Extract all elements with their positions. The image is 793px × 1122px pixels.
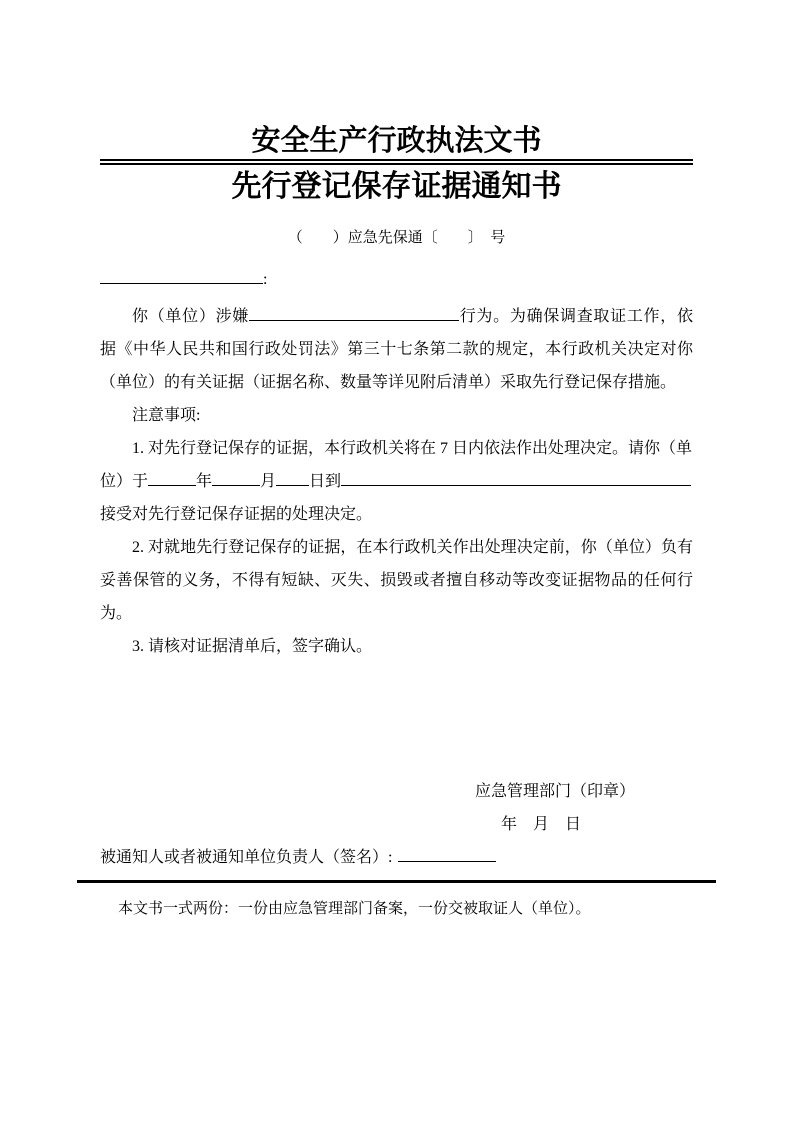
item1-line2-prefix: 位）于 (100, 473, 149, 490)
signature-label: 被通知人或者被通知单位负责人（签名）: (100, 849, 393, 866)
notes-heading: 注意事项: (132, 407, 201, 424)
note-item-1-line-1: 1. 对先行登记保存的证据，本行政机关将在 7 日内依法作出处理决定。请你（单 (132, 440, 693, 457)
sign-block (100, 775, 693, 841)
addressee-blank-field (100, 271, 263, 284)
suspected-conduct-blank-field (249, 308, 459, 321)
para1-text-after: 行为。为确保调查取证工作，依据《中华人民共和国行政处罚法》第三十七条第二款的规定，本行政机关决定对你（单位）的有关证据（证据名称、数量等详见附后清单）采取先行登记保存措施。 (100, 308, 693, 391)
footer-distribution-note: 本文书一式两份：一份由应急管理部门备案，一份交被取证人（单位）。 (118, 901, 591, 917)
footer-divider-rule (77, 880, 716, 883)
day-label: 日到 (309, 473, 342, 490)
addressee-colon: : (263, 271, 268, 288)
day-blank-field (276, 473, 309, 486)
addressee-line (100, 270, 693, 290)
year-label: 年 (196, 473, 213, 490)
month-label: 月 (260, 473, 277, 490)
year-blank-field (148, 473, 196, 486)
para1-text-before: 你（单位）涉嫌 (132, 308, 249, 325)
doc-number-line: （ ）应急先保通〔 〕 号 (287, 230, 506, 246)
note-item-3: 3. 请核对证据清单后，签字确认。 (132, 638, 373, 655)
header-title: 安全生产行政执法文书 (100, 124, 693, 165)
signature-row (100, 841, 693, 874)
note-item-2: 2. 对就地先行登记保存的证据，在本行政机关作出处理决定前，你（单位）负有妥善保管的义务，不得有短缺、灭失、损毁或者擅自移动等改变证据物品的任何行为。 (100, 539, 693, 622)
date-line: 年 月 日 (500, 816, 581, 833)
note-item-1-line-2 (100, 465, 693, 498)
issuer-seal-line: 应急管理部门（印章） (474, 783, 635, 800)
location-blank-field (341, 473, 691, 486)
month-blank-field (212, 473, 260, 486)
signature-blank-field (398, 849, 496, 862)
note-item-1-line-3: 接受对先行登记保存证据的处理决定。 (100, 506, 373, 523)
doc-title: 先行登记保存证据通知书 (231, 170, 562, 203)
paragraph-main (100, 300, 693, 399)
